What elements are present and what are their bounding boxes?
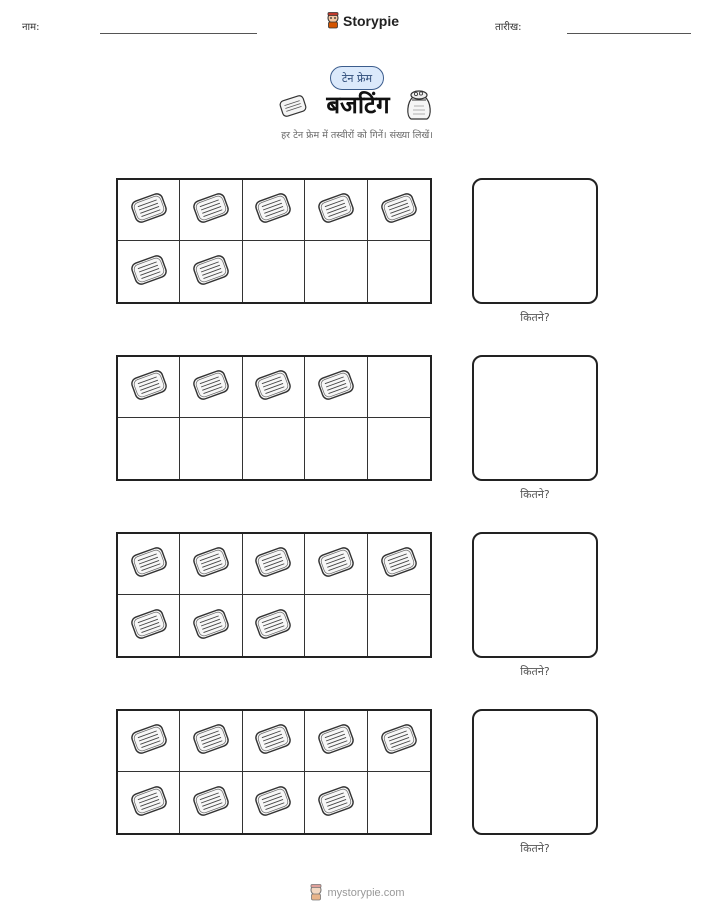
sponge-icon [191,368,231,406]
ten-frame-cell [368,241,430,302]
sponge-icon [129,191,169,229]
ten-frame-cell [305,241,367,302]
ten-frame-cell [368,418,430,479]
sponge-icon [316,368,356,406]
ten-frame-cell [368,357,430,418]
ten-frame-cell [118,595,180,656]
ten-frame-cell [305,772,367,833]
ten-frame-cell [243,772,305,833]
sponge-icon [129,253,169,291]
sponge-icon [253,368,293,406]
sponge-icon [253,607,293,645]
sponge-icon [191,784,231,822]
sponge-icon [191,722,231,760]
ten-frame-cell [305,180,367,241]
sponge-icon [253,191,293,229]
ten-frame-cell [305,534,367,595]
sponge-icon [316,191,356,229]
date-line[interactable] [567,33,691,34]
ten-frame-cell [180,180,242,241]
sponge-icon [191,253,231,291]
ten-frame-cell [118,711,180,772]
ten-frame-cell [243,595,305,656]
sponge-icon [191,607,231,645]
ten-frame-cell [180,772,242,833]
sponge-icon [129,722,169,760]
ten-frame-cell [118,534,180,595]
ten-frame-cell [243,534,305,595]
ten-frame-cell [180,595,242,656]
how-many-label-3: कितने? [520,665,550,678]
sponge-icon [253,545,293,583]
ten-frame-cell [118,180,180,241]
ten-frame-cell [243,241,305,302]
ten-frame-3 [116,532,432,658]
ten-frame-cell [118,357,180,418]
how-many-label-2: कितने? [520,488,550,501]
brand-logo [326,12,399,29]
ten-frame-2 [116,355,432,481]
storypie-mascot-icon [309,884,323,901]
sponge-icon [129,607,169,645]
sponge-icon [129,784,169,822]
page-title: बजटिंग [326,91,390,119]
footer-site: mystorypie.com [327,886,405,899]
name-label: नाम: [22,22,40,33]
sponge-icon [191,191,231,229]
ten-frame-cell [368,595,430,656]
sponge-icon [278,94,308,122]
answer-box-2[interactable] [472,355,598,481]
coin-sack-icon [403,88,435,126]
ten-frame-cell [118,772,180,833]
ten-frame-cell [243,418,305,479]
ten-frame-cell [243,357,305,418]
ten-frame-cell [305,418,367,479]
brand-name: Storypie [343,12,400,29]
ten-frame-cell [180,418,242,479]
ten-frame-cell [368,772,430,833]
answer-box-4[interactable] [472,709,598,835]
sponge-icon [253,784,293,822]
ten-frame-cell [180,241,242,302]
sponge-icon [129,545,169,583]
ten-frame-cell [180,711,242,772]
sponge-icon [253,722,293,760]
ten-frame-cell [118,241,180,302]
name-line[interactable] [100,33,257,34]
sponge-icon [191,545,231,583]
ten-frame-cell [305,711,367,772]
ten-frame-cell [368,711,430,772]
sponge-icon [379,191,419,229]
ten-frame-cell [243,711,305,772]
ten-frame-4 [116,709,432,835]
sponge-icon [316,545,356,583]
ten-frame-cell [180,357,242,418]
ten-frame-cell [305,357,367,418]
ten-frame-1 [116,178,432,304]
sponge-icon [379,545,419,583]
how-many-label-4: कितने? [520,842,550,855]
ten-frame-cell [180,534,242,595]
sponge-icon [316,722,356,760]
ten-frame-cell [368,180,430,241]
sponge-icon [379,722,419,760]
answer-box-1[interactable] [472,178,598,304]
ten-frame-cell [243,180,305,241]
instructions: हर टेन फ्रेम में तस्वीरों को गिनें। संख्या लिखें। [281,130,433,141]
sponge-icon [129,368,169,406]
footer [0,884,714,901]
date-label: तारीख: [495,22,522,33]
answer-box-3[interactable] [472,532,598,658]
ten-frame-cell [305,595,367,656]
sponge-icon [316,784,356,822]
storypie-mascot-icon [326,12,340,29]
how-many-label-1: कितने? [520,311,550,324]
ten-frame-cell [368,534,430,595]
ten-frame-cell [118,418,180,479]
topic-badge: टेन फ्रेम [330,66,384,90]
